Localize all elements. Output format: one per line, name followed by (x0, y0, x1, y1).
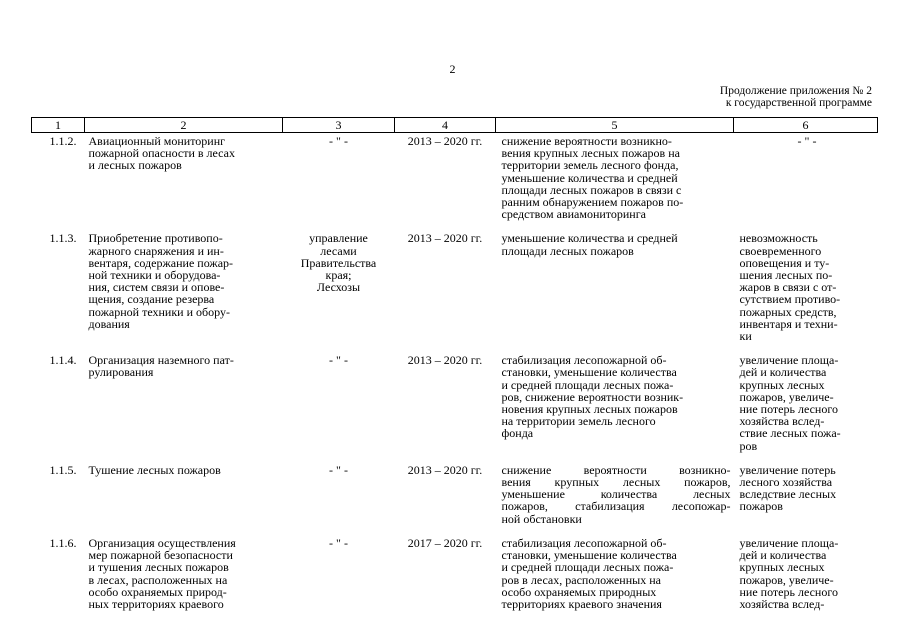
executor-line: Правительства (300, 255, 377, 270)
column-header-4: 4 (395, 118, 496, 133)
expected-result-line: ранним обнаружением пожаров по- (501, 195, 684, 210)
non-implementation-consequence-line: крупных лесных (739, 377, 825, 392)
executor-line: - " - (329, 134, 348, 148)
column-header-2: 2 (85, 118, 283, 133)
activity-name-line: особо охраняемых природ- (88, 584, 227, 599)
activity-name (85, 462, 283, 535)
row-number: 1.1.2. (49, 134, 77, 148)
non-implementation-consequence-line: лесного хозяйства (739, 475, 833, 490)
non-implementation-consequence-line: - " - (797, 134, 817, 148)
activity-name-line: Организация наземного пат- (88, 353, 234, 368)
expected-result-line: вения крупных лесных пожаров на (501, 146, 680, 161)
activity-name-line: ных территориях краевого (88, 596, 224, 611)
executor (283, 230, 395, 352)
expected-result-line: уменьшение количества и средней (501, 231, 678, 246)
expected-result-line: уменьшение количества и средней (501, 170, 678, 185)
page-number: 2 (449, 62, 456, 76)
executor-line: - " - (329, 535, 348, 550)
executor-line: лесами (320, 243, 357, 258)
activity-name-line: пожарной техники и обору- (88, 304, 230, 319)
non-implementation-consequence-line: пожарных средств, (739, 304, 837, 319)
executor-line: - " - (329, 353, 348, 368)
executor (283, 535, 395, 620)
non-implementation-consequence (734, 535, 878, 620)
expected-result-line: и средней площади лесных пожа- (501, 377, 674, 392)
table-row (32, 230, 878, 352)
non-implementation-consequence-line: ки (739, 329, 752, 344)
activity-name-line: ния, систем связи и опове- (88, 280, 225, 295)
implementation-period: 2013 – 2020 гг. (407, 231, 483, 246)
activity-name-line: Авиационный мониторинг (88, 134, 226, 148)
non-implementation-consequence-line: крупных лесных (739, 560, 825, 575)
non-implementation-consequence-line: вследствие лесных (739, 487, 837, 502)
non-implementation-consequence-line: инвентаря и техни- (739, 316, 838, 331)
executor-line: края; (325, 268, 352, 283)
activity-name-line: щения, создание резерва (88, 292, 215, 307)
appendix-note-line2: к государственной программе (725, 97, 872, 109)
implementation-period: 2017 – 2020 гг. (407, 535, 483, 550)
row-number: 1.1.6. (49, 535, 77, 550)
non-implementation-consequence (734, 230, 878, 352)
executor-line: - " - (329, 462, 348, 477)
expected-result-line: уменьшение количества лесных (501, 487, 731, 502)
non-implementation-consequence-line: хозяйства вслед- (739, 596, 825, 611)
expected-result-line: и средней площади лесных пожа- (501, 560, 674, 575)
non-implementation-consequence-line: оповещения и ту- (739, 255, 830, 270)
row-number: 1.1.3. (49, 231, 77, 246)
expected-result-line: территории земель лесного фонда, (501, 158, 679, 173)
expected-result-line: территориях краевого значения (501, 596, 662, 611)
appendix-note-line1: Продолжение приложения № 2 (719, 85, 872, 97)
activity-name (85, 535, 283, 620)
non-implementation-consequence-line: ров (739, 438, 758, 453)
expected-result-line: площади лесных пожаров (501, 243, 634, 258)
non-implementation-consequence-line: сутствием противо- (739, 292, 841, 307)
activity-name-line: Приобретение противопо- (88, 231, 223, 246)
non-implementation-consequence-line: невозможность (739, 231, 818, 246)
expected-result-line: становки, уменьшение количества (501, 548, 677, 563)
expected-result-line: ров в лесах, расположенных на (501, 572, 661, 587)
non-implementation-consequence-line: увеличение площа- (739, 353, 839, 368)
implementation-period: 2013 – 2020 гг. (407, 462, 483, 477)
non-implementation-consequence-line: пожаров, увеличе- (739, 389, 834, 404)
row-number: 1.1.5. (49, 462, 77, 477)
program-table (31, 117, 878, 620)
executor (283, 462, 395, 535)
expected-result-line: новения крупных лесных пожаров (501, 402, 678, 417)
row-number: 1.1.4. (49, 353, 77, 368)
activity-name-line: рулирования (88, 365, 154, 380)
non-implementation-consequence-line: пожаров (739, 499, 783, 514)
activity-name (85, 133, 283, 231)
expected-result-line: ной обстановки (501, 511, 582, 526)
appendix-note (720, 85, 872, 109)
non-implementation-consequence-line: увеличение площа- (739, 535, 839, 550)
expected-result-line: вения крупных лесных пожаров, (501, 475, 731, 490)
non-implementation-consequence-line: ствие лесных пожа- (739, 426, 841, 441)
activity-name-line: дования (88, 316, 130, 331)
expected-result-line: ров, снижение вероятности возник- (501, 389, 684, 404)
table-header-row (32, 118, 878, 133)
column-header-5: 5 (496, 118, 734, 133)
non-implementation-consequence-line: дей и количества (739, 548, 827, 563)
non-implementation-consequence-line: жаров в связи с от- (739, 280, 837, 295)
column-header-3: 3 (283, 118, 395, 133)
executor (283, 133, 395, 231)
expected-result-line: снижение вероятности возникно- (501, 134, 672, 148)
non-implementation-consequence (734, 462, 878, 535)
expected-result-line: стабилизация лесопожарной об- (501, 353, 667, 368)
expected-result-line: становки, уменьшение количества (501, 365, 677, 380)
implementation-period: 2013 – 2020 гг. (407, 353, 483, 368)
expected-result-line: особо охраняемых природных (501, 584, 657, 599)
non-implementation-consequence-line: пожаров, увеличе- (739, 572, 834, 587)
expected-result (496, 352, 734, 462)
executor (283, 352, 395, 462)
activity-name-line: мер пожарной безопасности (88, 548, 233, 563)
column-header-1: 1 (32, 118, 85, 133)
non-implementation-consequence-line: дей и количества (739, 365, 827, 380)
table-row (32, 352, 878, 462)
expected-result-line: снижение вероятности возникно- (501, 462, 731, 477)
activity-name (85, 352, 283, 462)
activity-name-line: и тушения лесных пожаров (88, 560, 229, 575)
expected-result (496, 230, 734, 352)
expected-result-line: средством авиамониторинга (501, 207, 646, 222)
expected-result-line: стабилизация лесопожарной об- (501, 535, 667, 550)
activity-name-line: пожарной опасности в лесах (88, 146, 235, 161)
non-implementation-consequence-line: ние потерь лесного (739, 402, 838, 417)
executor-line: управление (309, 231, 368, 246)
activity-name-line: Организация осуществления (88, 535, 236, 550)
expected-result (496, 462, 734, 535)
expected-result (496, 133, 734, 231)
activity-name-line: ной техники и оборудова- (88, 268, 221, 283)
column-header-6: 6 (734, 118, 878, 133)
table-body (32, 133, 878, 621)
non-implementation-consequence (734, 352, 878, 462)
table-row (32, 535, 878, 620)
table-row (32, 462, 878, 535)
activity-name-line: Тушение лесных пожаров (88, 462, 221, 477)
expected-result-line: пожаров, стабилизация лесопожар- (501, 499, 731, 514)
activity-name-line: в лесах, расположенных на (88, 572, 228, 587)
implementation-period: 2013 – 2020 гг. (407, 134, 483, 148)
table-row (32, 133, 878, 231)
non-implementation-consequence-line: увеличение потерь (739, 462, 836, 477)
expected-result-line: фонда (501, 426, 534, 441)
non-implementation-consequence-line: шения лесных по- (739, 268, 833, 283)
activity-name-line: вентаря, содержание пожар- (88, 255, 234, 270)
activity-name (85, 230, 283, 352)
non-implementation-consequence-line: своевременного (739, 243, 822, 258)
activity-name-line: и лесных пожаров (88, 158, 182, 173)
expected-result (496, 535, 734, 620)
expected-result-line: на территории земель лесного (501, 414, 656, 429)
non-implementation-consequence-line: хозяйства вслед- (739, 414, 825, 429)
non-implementation-consequence (734, 133, 878, 231)
executor-line: Лесхозы (316, 280, 361, 295)
activity-name-line: жарного снаряжения и ин- (88, 243, 224, 258)
expected-result-line: площади лесных пожаров в связи с (501, 182, 682, 197)
non-implementation-consequence-line: ние потерь лесного (739, 584, 838, 599)
